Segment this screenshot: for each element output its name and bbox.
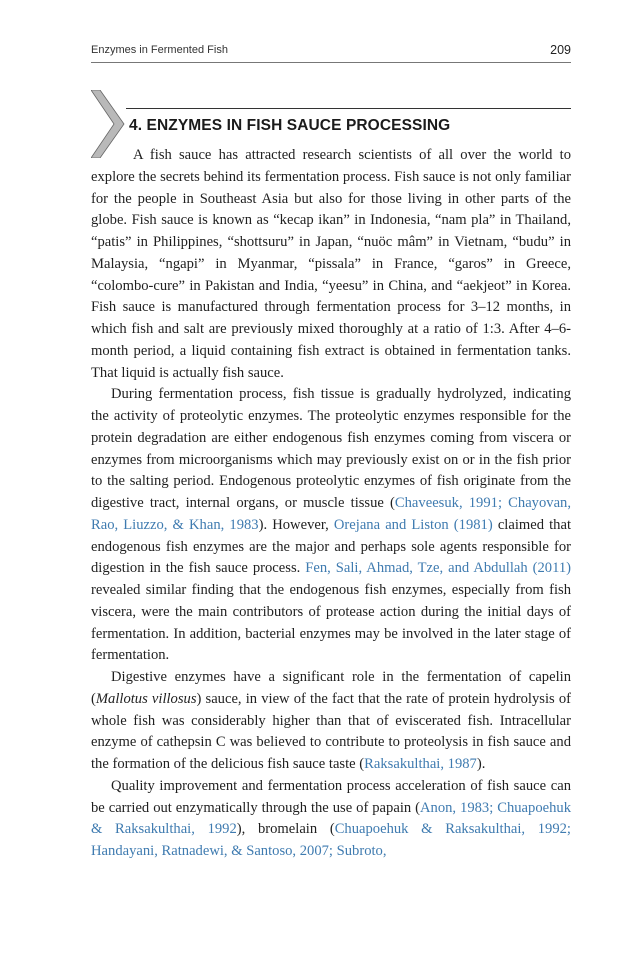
citation-chaveesuk-chayovan[interactable]: Chaveesuk, 1991; Chayovan, Rao, Liuzzo, & Khan, 1983 (91, 495, 571, 533)
citation-raksakulthai[interactable]: Raksakulthai, 1987 (364, 756, 477, 772)
paragraph-4-text-2: ), bromelain ( (236, 821, 335, 838)
paragraph-2 (91, 384, 571, 667)
paragraph-2-text-1: During fermentation process, fish tissue is gradually hydrolyzed, indicating the activity of proteolytic enzymes. The proteolytic enzymes responsible for the protein degradation are either endogenous fish enzymes coming from viscera or enzymes from microorganisms which may previously exist on or in the fish prior to the salting period. Endogenous proteolytic enzymes of fish originate from the digestive tract, internal organs, or muscle tissue ( (91, 386, 571, 511)
page-number: 209 (550, 43, 571, 57)
section-rule (126, 108, 571, 109)
paragraph-2-text-2: ). However, (258, 516, 334, 533)
paragraph-2-text-4: revealed similar finding that the endogenous fish enzymes, especially from fish viscera, were the main contributors of protease action during the initial days of fermentation. In addition, bacterial enzymes may be involved in the later stage of fermentation. (91, 582, 571, 664)
species-name: Mallotus villosus (95, 690, 197, 707)
paragraph-3-text-1: Digestive enzymes have a significant role in the fermentation of capelin ( (91, 669, 571, 707)
citation-anon-chuapoehuk[interactable]: Anon, 1983; Chuapoehuk & Raksakulthai, 1992 (91, 799, 571, 838)
paragraph-3 (91, 667, 571, 776)
body-text (91, 145, 571, 863)
citation-fen-et-al[interactable]: Fen, Sali, Ahmad, Tze, and Abdullah (2011) (305, 560, 571, 577)
paragraph-2-text-3: claimed that endogenous fish enzymes are the major and perhaps sole agents responsible for digestion in the fish sauce process. (91, 516, 572, 577)
citation-orejana-liston[interactable]: Orejana and Liston (1981) (333, 516, 493, 533)
citation-chuapoehuk-handayani-subroto[interactable]: Chuapoehuk & Raksakulthai, 1992; Handayani, Ratnadewi, & Santoso, 2007; Subroto, (91, 821, 571, 859)
paragraph-3-text-3: ). (476, 756, 486, 772)
section-heading: 4. ENZYMES IN FISH SAUCE PROCESSING (129, 117, 451, 134)
paragraph-1: A fish sauce has attracted research scientists of all over the world to explore the secrets behind its fermentation process. Fish sauce is not only familiar for the people in Southeast Asia but also for those living in other parts of the globe. Fish sauce is known as “kecap ikan” in Indonesia, “nam pla” in Thailand, “patis” in Philippines, “shottsuru” in Japan, “nuöc mâm” in Vietnam, “budu” in Malaysia, “ngapi” in Myanmar, “pissala” in France, “garos” in Greece, “colombo-cure” in Pakistan and India, “yeesu” in China, and “aekjeot” in Korea. Fish sauce is manufactured through fermentation process for 3–12 months, in which fish and salt are previously mixed thoroughly at a ratio of 1:3. After 4–6-month period, a liquid containing fish extract is obtained in fermentation tanks. That liquid is actually fish sauce. (91, 147, 571, 381)
paragraph-4 (91, 776, 571, 863)
header-rule (91, 62, 571, 63)
paragraph-4-text-1: Quality improvement and fermentation process acceleration of fish sauce can be carried out enzymatically through the use of papain ( (91, 777, 571, 816)
paragraph-3-text-2: ) sauce, in view of the fact that the rate of protein hydrolysis of whole fish was considerably higher than that of eviscerated fish. Intracellular enzyme of cathepsin C was believed to contribute to proteolysis in fish sauce and the formation of the delicious fish sauce taste ( (91, 690, 571, 772)
running-head-title: Enzymes in Fermented Fish (91, 44, 228, 56)
